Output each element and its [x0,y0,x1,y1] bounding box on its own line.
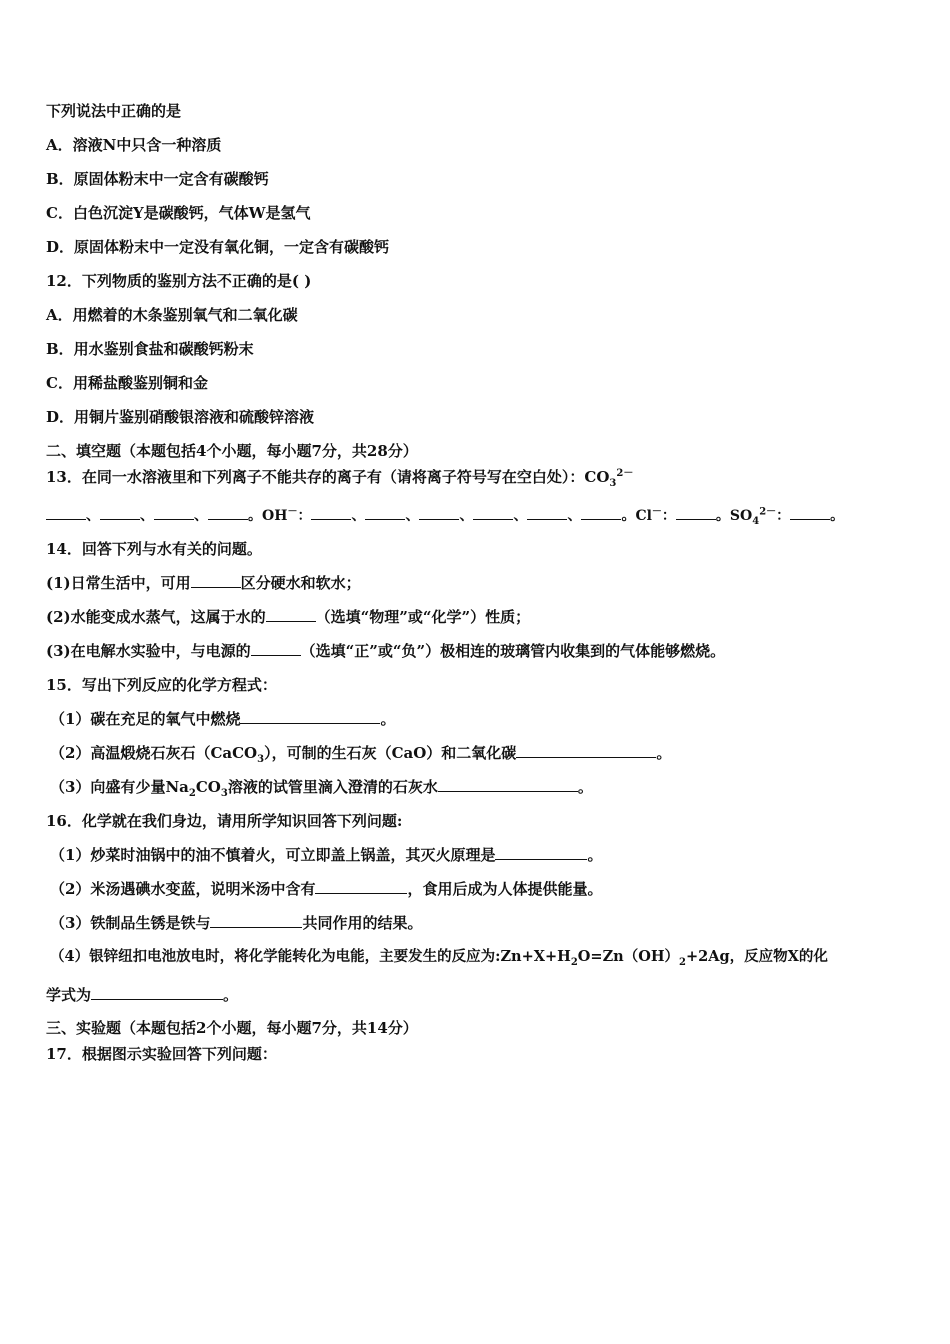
q12-option-a: A．用燃着的木条鉴别氧气和二氧化碳 [46,306,298,324]
cl-ion: Cl [635,508,652,524]
q13-blank[interactable] [581,505,621,520]
q14-p2-text-end: （选填“物理”或“化学”）性质； [315,608,531,626]
q16-part-4 [50,947,828,967]
q12-option-d: D．用铜片鉴别硝酸银溶液和硫酸锌溶液 [46,408,315,426]
q13-blank[interactable] [46,505,86,520]
so4-sub: 4 [752,515,760,527]
q15-p2-blank[interactable] [516,743,656,758]
q13-stem [46,467,633,487]
co3-sub: 3 [220,788,228,799]
q16-p2-blank[interactable] [315,879,407,894]
section-3-heading: 三、实验题（本题包括2个小题，每小题7分，共14分） [46,1019,418,1037]
q16-part-3 [50,913,422,933]
q16-stem: 16．化学就在我们身边，请用所学知识回答下列问题: [46,812,403,830]
q14-p3-text: (3)在电解水实验中，与电源的 [46,642,251,660]
q13-blank[interactable] [473,505,513,520]
oh-ion: OH [262,508,288,524]
cl-sup: － [651,506,662,518]
q16-part-2 [50,879,602,899]
co3-sup: 2－ [616,468,634,479]
q11-option-c: C．白色沉淀Y是碳酸钙，气体W是氢气 [46,204,311,222]
sep: 、 [86,508,100,524]
q12-option-c: C．用稀盐酸鉴别铜和金 [46,374,208,392]
q14-p1-text: (1)日常生活中，可用 [46,574,191,592]
colon: ： [661,508,676,524]
q15-p1-text: （1）碳在充足的氧气中燃烧 [50,710,241,728]
q15-p2-end: 。 [656,744,672,762]
q14-p2-text: (2)水能变成水蒸气，这属于水的 [46,608,266,626]
q16-p4-text: （4）银锌纽扣电池放电时，将化学能转化为电能，主要发生的反应为:Zn+X+H [50,948,571,965]
sep: 、 [405,508,420,524]
q15-p3-end: 。 [577,778,593,796]
q13-blank[interactable] [311,505,351,520]
q16-p4-text-mid: O=Zn（OH） [577,948,680,965]
co3-sub: 3 [609,478,617,489]
q14-p3-blank[interactable] [251,641,301,656]
q15-p2-text: （2）高温煅烧石灰石（CaCO [50,744,258,762]
sep: 、 [513,508,528,524]
q14-p1-blank[interactable] [191,573,241,588]
q13-answer-line [46,505,844,526]
q16-p1-blank[interactable] [495,845,587,860]
q16-p1-text: （1）炒菜时油锅中的油不慎着火，可立即盖上锅盖，其灭火原理是 [50,846,496,864]
caco3-sub: 3 [257,754,265,765]
q11-option-a: A．溶液N中只含一种溶质 [46,136,222,154]
period: 。 [621,508,636,524]
q13-blank[interactable] [100,505,140,520]
q13-blank[interactable] [419,505,459,520]
q14-part-1 [46,573,361,593]
q12-stem: 12．下列物质的鉴别方法不正确的是( ) [46,272,312,290]
q16-p4-cont-end: 。 [223,986,239,1004]
sep: 、 [567,508,582,524]
sep: 、 [194,508,208,524]
q14-p1-text-end: 区分硬水和软水； [240,574,361,592]
q15-part-2 [50,743,671,763]
q15-p1-blank[interactable] [240,709,380,724]
q15-p3-text: （3）向盛有少量Na [50,778,189,796]
q14-stem: 14．回答下列与水有关的问题。 [46,540,262,558]
q16-p4-blank[interactable] [91,985,223,1000]
na2-sub: 2 [188,788,196,799]
q13-stem-text: 13．在同一水溶液里和下列离子不能共存的离子有（请将离子符号写在空白处）：CO [46,468,610,486]
period: 。 [715,508,730,524]
sep: 、 [459,508,474,524]
oh2-sub: 2 [679,956,687,968]
q16-p2-end: ，食用后成为人体提供能量。 [407,880,603,898]
q15-stem: 15．写出下列反应的化学方程式： [46,676,277,694]
q11-option-b: B．原固体粉末中一定含有碳酸钙 [46,170,269,188]
q16-p2-text: （2）米汤遇碘水变蓝，说明米汤中含有 [50,880,316,898]
q15-p1-end: 。 [380,710,396,728]
period: 。 [248,508,262,524]
q14-p3-text-end: （选填“正”或“负”）极相连的玻璃管内收集到的气体能够燃烧。 [300,642,726,660]
q13-blank[interactable] [527,505,567,520]
q17-stem: 17．根据图示实验回答下列问题： [46,1045,277,1063]
q16-p1-end: 。 [587,846,603,864]
q11-stem: 下列说法中正确的是 [46,102,182,120]
q15-part-1 [50,709,395,729]
q16-p3-blank[interactable] [210,913,302,928]
q15-p3-co: CO [195,778,221,796]
q16-part-1 [50,845,602,865]
q13-blank[interactable] [365,505,405,520]
q15-p2-text-mid: ），可制的生石灰（CaO）和二氧化碳 [264,744,517,762]
q13-blank[interactable] [676,505,716,520]
q13-blank[interactable] [154,505,194,520]
so4-ion: SO [729,508,753,524]
q14-part-3 [46,641,725,661]
oh-sup: － [287,506,298,518]
so4-sup: 2－ [759,506,777,518]
h2-sub: 2 [570,956,578,968]
q16-p4-text-end: +2Ag，反应物X的化 [686,948,828,965]
q13-blank[interactable] [208,505,248,520]
q11-option-d: D．原固体粉末中一定没有氧化铜，一定含有碳酸钙 [46,238,390,256]
colon: ： [297,508,312,524]
period: 。 [830,508,845,524]
section-2-heading: 二、填空题（本题包括4个小题，每小题7分，共28分） [46,442,418,460]
q16-p3-text: （3）铁制品生锈是铁与 [50,914,211,932]
q14-p2-blank[interactable] [266,607,316,622]
q15-p3-text-mid: 溶液的试管里滴入澄清的石灰水 [227,778,438,796]
sep: 、 [140,508,154,524]
q13-blank[interactable] [790,505,830,520]
q16-p4-cont-text: 学式为 [46,986,92,1004]
q15-part-3 [50,777,593,797]
q12-option-b: B．用水鉴别食盐和碳酸钙粉末 [46,340,254,358]
colon: ： [776,508,791,524]
q16-part-4-cont [46,985,238,1005]
q15-p3-blank[interactable] [438,777,578,792]
q16-p3-end: 共同作用的结果。 [302,914,423,932]
sep: 、 [351,508,366,524]
q14-part-2 [46,607,530,627]
